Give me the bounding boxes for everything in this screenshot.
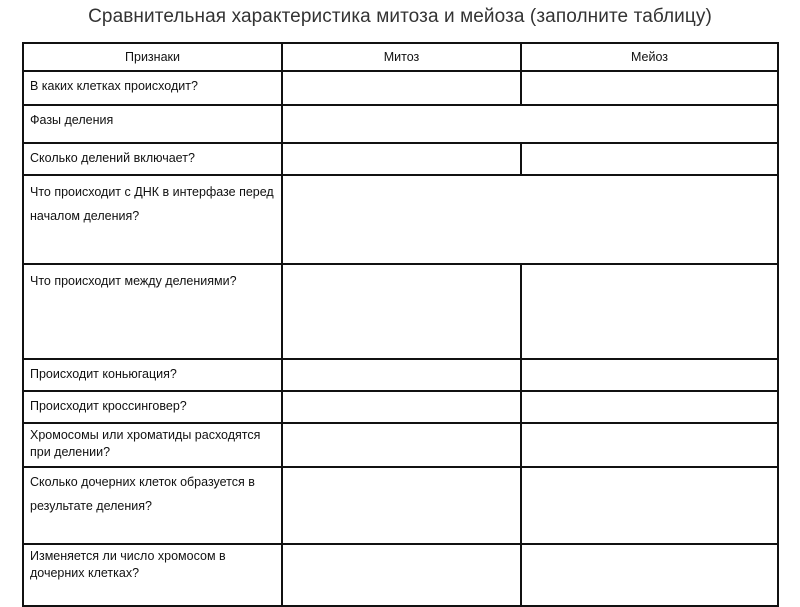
row-label: Сколько дочерних клеток образуется в результате деления? xyxy=(23,467,282,544)
table-row xyxy=(23,467,778,544)
table-row xyxy=(23,175,778,264)
mitosis-cell[interactable] xyxy=(282,143,521,175)
row-label: Происходит кроссинговер? xyxy=(23,391,282,423)
table-row xyxy=(23,71,778,105)
meiosis-cell[interactable] xyxy=(521,467,778,544)
row-label: Сколько делений включает? xyxy=(23,143,282,175)
mitosis-cell[interactable] xyxy=(282,264,521,359)
meiosis-cell[interactable] xyxy=(521,359,778,391)
row-label: В каких клетках происходит? xyxy=(23,71,282,105)
table-row xyxy=(23,143,778,175)
header-meiosis: Мейоз xyxy=(521,43,778,71)
table-row xyxy=(23,264,778,359)
page-title: Сравнительная характеристика митоза и мейоза (заполните таблицу) xyxy=(88,6,712,27)
mitosis-cell[interactable] xyxy=(282,423,521,467)
row-label: Происходит коньюгация? xyxy=(23,359,282,391)
table-row xyxy=(23,544,778,606)
header-mitosis: Митоз xyxy=(282,43,521,71)
row-label: Фазы деления xyxy=(23,105,282,143)
row-label: Изменяется ли число хромосом в дочерних клетках? xyxy=(23,544,282,606)
mitosis-cell[interactable] xyxy=(282,359,521,391)
mitosis-cell[interactable] xyxy=(282,71,521,105)
mitosis-cell[interactable] xyxy=(282,544,521,606)
merged-answer-cell[interactable] xyxy=(282,175,778,264)
meiosis-cell[interactable] xyxy=(521,264,778,359)
header-criteria: Признаки xyxy=(23,43,282,71)
meiosis-cell[interactable] xyxy=(521,544,778,606)
meiosis-cell[interactable] xyxy=(521,143,778,175)
table-row xyxy=(23,423,778,467)
meiosis-cell[interactable] xyxy=(521,423,778,467)
mitosis-cell[interactable] xyxy=(282,391,521,423)
table-row xyxy=(23,391,778,423)
table-row xyxy=(23,105,778,143)
row-label: Что происходит с ДНК в интерфазе перед началом деления? xyxy=(23,175,282,264)
merged-answer-cell[interactable] xyxy=(282,105,778,143)
mitosis-cell[interactable] xyxy=(282,467,521,544)
meiosis-cell[interactable] xyxy=(521,71,778,105)
comparison-table xyxy=(22,42,779,607)
table-header-row xyxy=(23,43,778,71)
row-label: Что происходит между делениями? xyxy=(23,264,282,359)
row-label: Хромосомы или хроматиды расходятся при делении? xyxy=(23,423,282,467)
meiosis-cell[interactable] xyxy=(521,391,778,423)
table-row xyxy=(23,359,778,391)
